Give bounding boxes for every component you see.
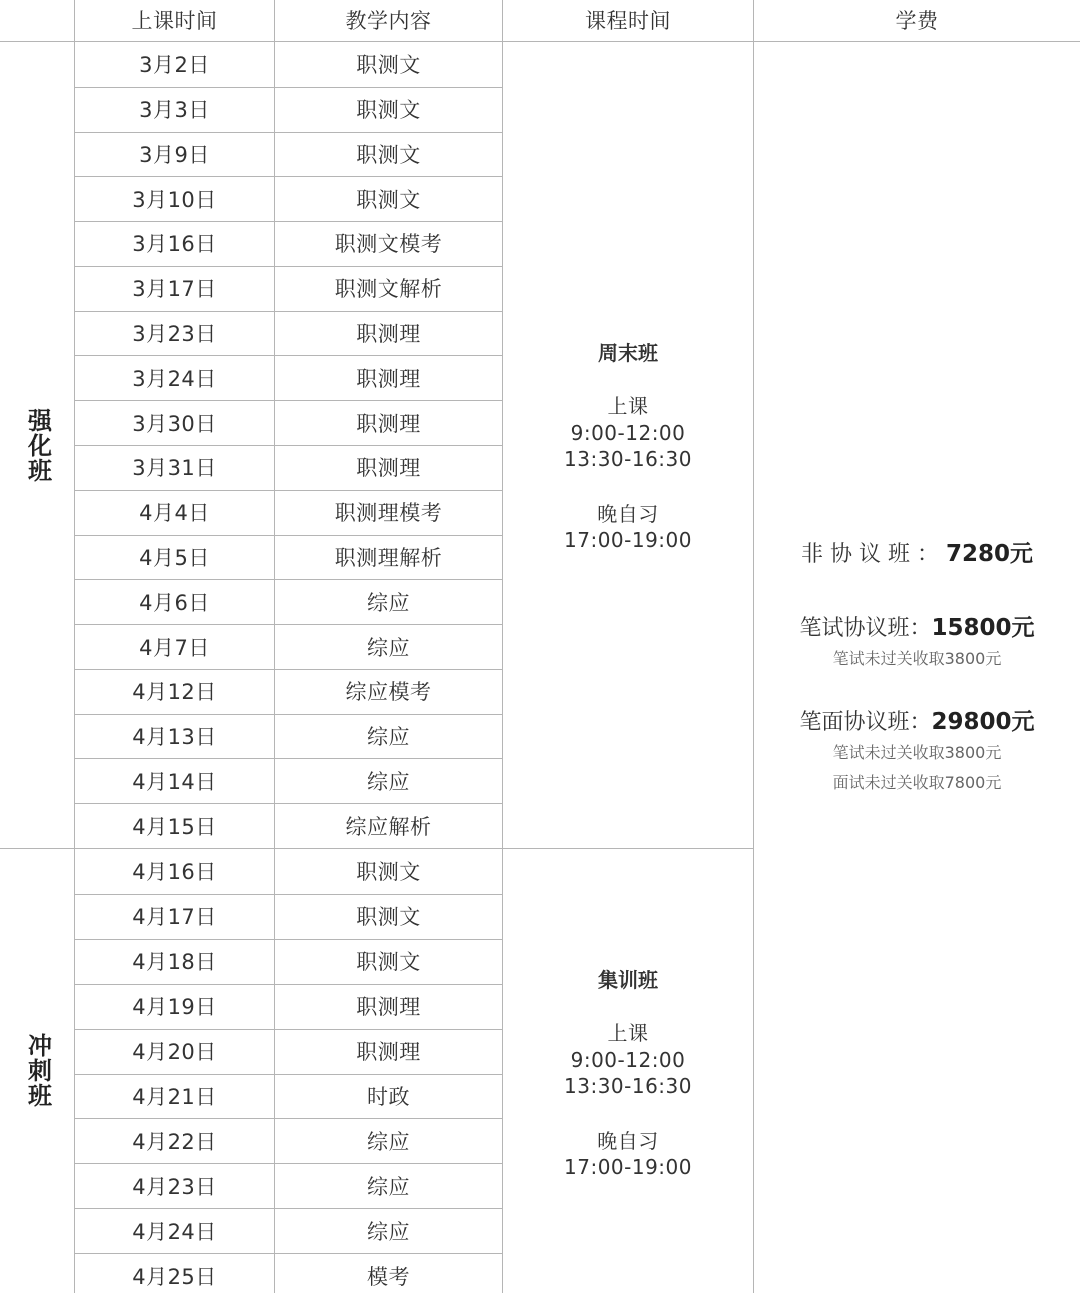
fee-full-note-interview: 面试未过关收取7800元 (832, 773, 1002, 792)
evening-label: 晚自习 (597, 501, 659, 526)
tuition-fees (754, 538, 1080, 798)
table-cell-content: 职测理 (356, 322, 421, 347)
table-cell-content: 职测文 (356, 142, 421, 167)
header-date: 上课时间 (131, 9, 218, 33)
table-cell-date: 3月9日 (139, 142, 210, 167)
table-cell-content: 职测文 (356, 98, 421, 123)
evening-time: 17:00-19:00 (564, 1155, 692, 1179)
table-cell-date: 3月2日 (139, 53, 210, 78)
table-cell-date: 3月30日 (132, 411, 217, 436)
header-fee: 学费 (895, 9, 939, 33)
schedule-weekend (503, 341, 753, 554)
table-cell-date: 4月20日 (132, 1040, 217, 1065)
fee-full-label: 笔面协议班： (799, 710, 932, 735)
section-label-intensive (0, 42, 74, 848)
class-name-training: 集训班 (598, 968, 658, 992)
table-cell-content: 职测理 (356, 456, 421, 481)
table-cell-content: 综应 (367, 635, 410, 660)
table-cell-content: 职测理模考 (334, 501, 443, 526)
table-cell-date: 4月14日 (132, 769, 217, 794)
table-cell-content: 职测文 (356, 860, 421, 885)
fee-written-note: 笔试未过关收取3800元 (832, 649, 1002, 668)
column-divider-2 (274, 0, 275, 1293)
section-label-sprint (0, 848, 74, 1293)
table-cell-date: 3月24日 (132, 366, 217, 391)
class-label: 上课 (607, 1021, 649, 1045)
table-cell-date: 4月25日 (132, 1264, 217, 1289)
table-cell-content: 职测文解析 (334, 277, 443, 302)
table-cell-date: 4月4日 (139, 501, 210, 526)
table-cell-date: 4月21日 (132, 1084, 217, 1109)
fee-non-agreement (754, 538, 1080, 570)
table-cell-date: 4月6日 (139, 590, 210, 615)
table-cell-date: 4月19日 (132, 995, 217, 1020)
table-cell-content: 综应 (367, 1174, 410, 1199)
fee-non-agreement-label: 非协议班： (800, 542, 946, 567)
table-cell-date: 3月10日 (132, 187, 217, 212)
afternoon-time: 13:30-16:30 (564, 1074, 692, 1098)
table-cell-content: 综应 (367, 769, 410, 794)
table-cell-content: 综应解析 (345, 814, 432, 839)
column-divider-3 (502, 0, 503, 1293)
header-content: 教学内容 (345, 9, 432, 33)
schedule-intensive-training (503, 968, 753, 1181)
fee-full-note-written: 笔试未过关收取3800元 (832, 743, 1002, 762)
table-cell-date: 4月23日 (132, 1174, 217, 1199)
table-cell-date: 3月16日 (132, 232, 217, 257)
table-cell-content: 职测理 (356, 366, 421, 391)
table-cell-date: 4月12日 (132, 680, 217, 705)
table-cell-date: 4月22日 (132, 1129, 217, 1154)
table-cell-content: 职测理 (356, 411, 421, 436)
table-cell-content: 职测理 (356, 995, 421, 1020)
table-cell-content: 综应 (367, 725, 410, 750)
fee-full-agreement (754, 706, 1080, 738)
class-name-weekend: 周末班 (598, 341, 658, 365)
table-cell-date: 4月7日 (139, 635, 210, 660)
table-cell-date: 4月16日 (132, 860, 217, 885)
table-cell-date: 4月13日 (132, 725, 217, 750)
afternoon-time: 13:30-16:30 (564, 447, 692, 471)
column-divider-1 (74, 0, 75, 1293)
table-cell-date: 3月31日 (132, 456, 217, 481)
section-name-sprint: 冲刺班 (23, 1033, 52, 1108)
table-cell-content: 综应 (367, 1219, 410, 1244)
table-cell-date: 3月17日 (132, 277, 217, 302)
header-course-time: 课程时间 (585, 9, 671, 33)
table-cell-date: 4月18日 (132, 950, 217, 975)
section-name-intensive: 强化班 (23, 407, 52, 483)
table-cell-content: 职测文 (356, 187, 421, 212)
table-cell-date: 4月24日 (132, 1219, 217, 1244)
table-cell-content: 职测文 (356, 905, 421, 930)
fee-written-agreement (754, 612, 1080, 644)
evening-time: 17:00-19:00 (564, 528, 692, 552)
table-cell-date: 4月17日 (132, 905, 217, 930)
fee-written-label: 笔试协议班： (799, 616, 932, 641)
table-cell-content: 职测理解析 (334, 545, 443, 570)
morning-time: 9:00-12:00 (570, 420, 686, 445)
table-cell-date: 3月23日 (132, 322, 217, 347)
header-divider (0, 41, 1080, 42)
table-cell-date: 3月3日 (139, 98, 210, 123)
morning-time: 9:00-12:00 (570, 1047, 686, 1072)
table-cell-date: 4月15日 (132, 814, 217, 839)
table-cell-content: 职测文 (356, 950, 421, 975)
table-cell-content: 职测文模考 (334, 232, 443, 257)
column-divider-4 (753, 0, 754, 1293)
table-cell-content: 综应 (367, 590, 410, 615)
fee-written-price: 15800元 (931, 615, 1035, 641)
evening-label: 晚自习 (597, 1128, 659, 1153)
fee-full-price: 29800元 (931, 709, 1035, 735)
fee-non-agreement-price: 7280元 (946, 541, 1034, 567)
section-divider (0, 848, 753, 849)
table-cell-content: 职测文 (356, 53, 421, 78)
class-label: 上课 (607, 394, 649, 418)
table-cell-content: 综应模考 (345, 680, 432, 705)
table-cell-date: 4月5日 (139, 545, 210, 570)
table-cell-content: 职测理 (356, 1040, 421, 1065)
table-cell-content: 模考 (367, 1264, 410, 1289)
table-cell-content: 综应 (367, 1129, 410, 1154)
table-cell-content: 时政 (367, 1084, 410, 1109)
